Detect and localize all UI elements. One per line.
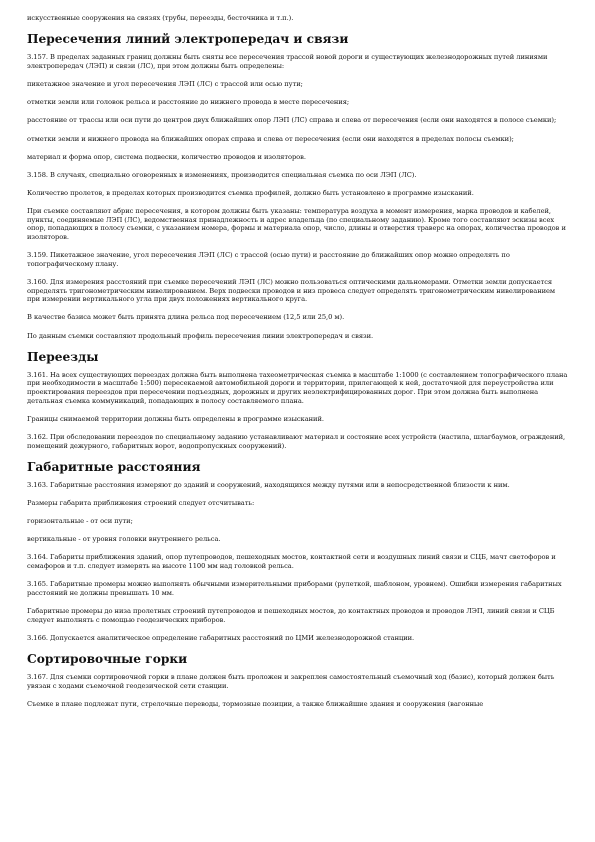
paragraph: Съемке в плане подлежат пути, стрелочные переводы, тормозные позиции, а также ближайшие здания и сооружения (вагонные: [27, 699, 484, 708]
paragraph: При съемке составляют абрис пересечения, в котором должны быть указаны: температура воздуха в момент измерения, марка проводов и кабелей, пункты, соединяемые ЛЭП (ЛС), ведомственная принадлежность и адрес владельца (по специальному заданию). Кроме того составляют эскизы всех опор, попадающих в полосу съемки, с указанием номера, формы и материала опор, число, длины и отверстия траверс на опорах, количества проводов и изоляторов.: [27, 207, 566, 242]
paragraph: 3.161. На всех существующих переездах должна быть выполнена тахеометрическая съемка в масштабе 1:1000 (с составлением топографического плана при необходимости в масштабе 1:500) пересекаемой автомобильной дороги и территории, прилегающей к ней, достаточной для переустройства или проектирования переездов при пересечении подъездных, дорожных и других неэлектрифицированных дорог. При этом должна быть выполнена детальная съемка коммуникаций, попадающих в полосу составляемого плана.: [27, 370, 568, 405]
paragraph: Габаритные промеры до низа пролетных строений путепроводов и пешеходных мостов, до контактных проводов и проводов ЛЭП, линий связи и СЦБ следует выполнять с помощью геодезических приборов.: [27, 607, 555, 624]
paragraph: 3.162. При обследовании переездов по специальному заданию устанавливают материал и состояние всех устройств (настила, шлагбаумов, ограждений, помещений дежурного, габаритных ворот, водопропускных сооружений).: [27, 432, 566, 450]
paragraph: По данным съемки составляют продольный профиль пересечения линии электропередач и связи.: [27, 331, 374, 340]
section-heading: Пересечения линий электропередач и связи: [27, 32, 349, 47]
section: [27, 350, 568, 450]
section-heading: Переезды: [27, 349, 99, 364]
paragraph: пикетажное значение и угол пересечения ЛЭП (ЛС) с трассой или осью пути;: [27, 79, 303, 88]
paragraph: 3.158. В случаях, специально оговоренных в изменениях, производится специальная съемка по оси ЛЭП (ЛС).: [27, 170, 417, 179]
paragraph: материал и форма опор, система подвески, количество проводов и изоляторов.: [27, 152, 306, 161]
paragraph: 3.166. Допускается аналитическое определение габаритных расстояний по ЦМИ железнодорожной станции.: [27, 633, 415, 642]
paragraph: расстояние от трассы или оси пути до центров двух ближайших опор ЛЭП (ЛС) справа и слева от пересечения (если они находятся в полосе съемки);: [27, 116, 557, 125]
paragraph: 3.160. Для измерения расстояний при съемке пересечений ЛЭП (ЛС) можно пользоваться оптическими дальномерами. Отметки земли допускается определять тригонометрическим нивелированием. Верх подвески проводов и низ провеса следует определять тригонометрическим нивелированием при измерении вертикального угла при двух положениях вертикального круга.: [27, 278, 556, 304]
section-heading: Сортировочные горки: [27, 652, 188, 666]
intro-text: искусственные сооружения на связях (трубы, переезды, бесточника и т.п.).: [27, 14, 294, 22]
paragraph: Размеры габарита приближения строений следует отсчитывать:: [27, 498, 255, 507]
paragraph: Количество пролетов, в пределах которых производится съемка профилей, должно быть установлено в программе изысканий.: [27, 189, 474, 198]
sections-container: [27, 32, 568, 708]
section: [27, 32, 568, 340]
paragraph: отметки земли и нижнего провода на ближайших опорах справа и слева от пересечения (если они находятся в пределах полосы съемки);: [27, 134, 514, 143]
paragraph: 3.157. В пределах заданных границ должны быть сняты все пересечения трассой новой дороги и существующих железнодорожных путей линиями электропередач (ЛЭП) и связи (ЛС), при этом должны быть определены:: [27, 53, 548, 70]
paragraph: 3.163. Габаритные расстояния измеряют до зданий и сооружений, находящихся между путями или в непосредственной близости к ним.: [27, 480, 510, 489]
section-heading: Габаритные расстояния: [27, 459, 201, 474]
paragraph: 3.165. Габаритные промеры можно выполнять обычными измерительными приборами (рулеткой, шаблоном, уровнем). Ошибки измерения габаритных расстояний не должны превышать 10 мм.: [27, 580, 562, 597]
paragraph: отметки земли или головок рельса и расстояние до нижнего провода в месте пересечения;: [27, 98, 350, 107]
paragraph: 3.164. Габариты приближения зданий, опор путепроводов, пешеходных мостов, контактной сети и воздушных линий связи и СЦБ, мачт светофоров и семафоров и т.п. следует измерять на высоте 1100 мм над головкой рельса.: [27, 553, 556, 571]
section: [27, 460, 568, 643]
paragraph: 3.159. Пикетажное значение, угол пересечения ЛЭП (ЛС) с трассой (осью пути) и расстояние до ближайших опор можно определять по топографическому плану.: [27, 251, 510, 268]
paragraph: вертикальные - от уровня головки внутреннего рельса.: [27, 535, 221, 544]
paragraph: 3.167. Для съемки сортировочной горки в плане должен быть проложен и закреплен самостоятельный съемочный ход (базис), который должен быть увязан с ходами съемочной геодезической сети станции.: [27, 673, 555, 690]
paragraph: Границы снимаемой территории должны быть определены в программе изысканий.: [27, 414, 324, 423]
paragraph: горизонтальные - от оси пути;: [27, 517, 133, 526]
section: [27, 652, 568, 708]
paragraph: В качестве базиса может быть принята длина рельса под пересечением (12,5 или 25,0 м).: [27, 313, 345, 322]
